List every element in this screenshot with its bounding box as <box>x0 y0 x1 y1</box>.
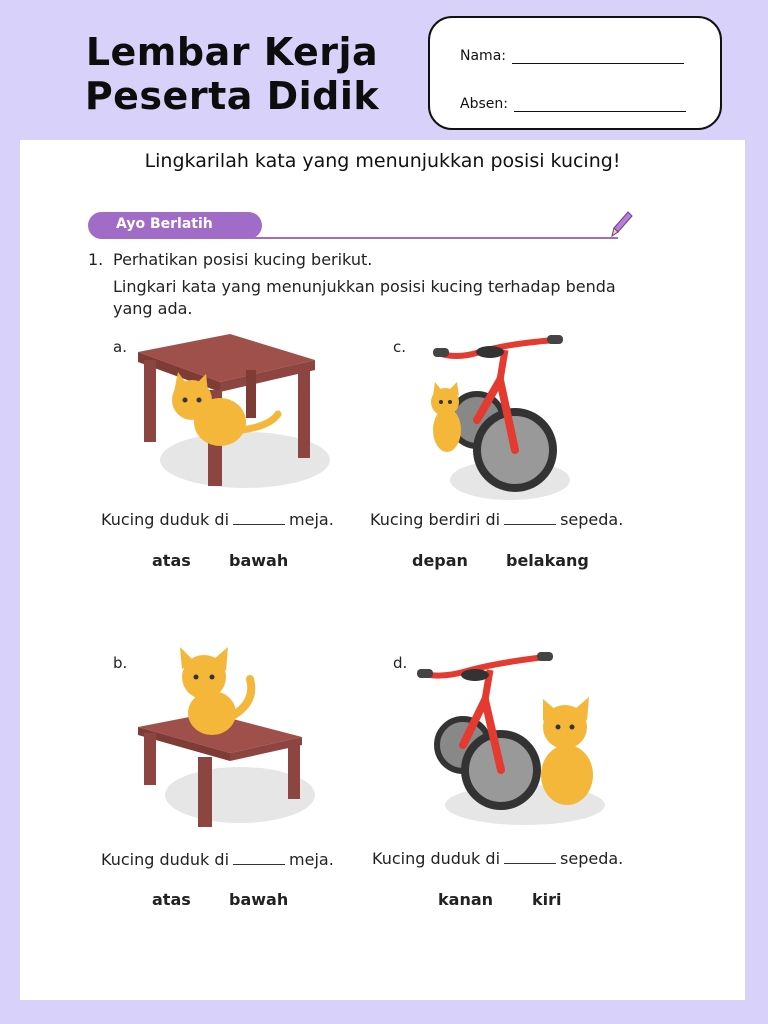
item-d-option-1[interactable]: kanan <box>438 890 494 909</box>
question-line-2: Lingkari kata yang menunjukkan posisi kucing terhadap benda <box>113 277 616 296</box>
pencil-icon <box>610 210 634 240</box>
item-c-before: Kucing berdiri di <box>370 510 501 529</box>
item-d-blank[interactable] <box>504 863 556 864</box>
item-c-option-2[interactable]: belakang <box>506 551 589 570</box>
bike-cat-right-illustration <box>415 645 615 830</box>
section-divider <box>250 237 618 239</box>
question-line-1: Perhatikan posisi kucing berikut. <box>113 250 373 269</box>
item-c-option-1[interactable]: depan <box>412 551 468 570</box>
bike-cat-front-illustration <box>415 330 575 505</box>
item-a-letter: a. <box>113 338 127 356</box>
name-label: Nama: <box>460 48 506 64</box>
item-a-sentence <box>101 510 334 529</box>
worksheet-title <box>62 30 402 118</box>
item-a-option-2[interactable]: bawah <box>229 551 289 570</box>
item-b-blank[interactable] <box>233 864 285 865</box>
item-c-blank[interactable] <box>504 524 556 525</box>
item-b-sentence <box>101 850 334 869</box>
item-a-blank[interactable] <box>233 524 285 525</box>
question-line-3: yang ada. <box>113 299 193 318</box>
item-b-after: meja. <box>289 850 334 869</box>
absen-row <box>460 88 720 112</box>
student-id-box <box>428 16 722 130</box>
item-b-before: Kucing duduk di <box>101 850 230 869</box>
item-a-before: Kucing duduk di <box>101 510 230 529</box>
item-a-after: meja. <box>289 510 334 529</box>
name-row <box>460 40 720 64</box>
absen-field[interactable] <box>514 100 686 112</box>
title-line-2: Peserta Didik <box>84 74 380 118</box>
item-d-after: sepeda. <box>560 849 624 868</box>
absen-label: Absen: <box>460 96 508 112</box>
table-cat-under-illustration <box>130 330 330 500</box>
item-d-sentence <box>372 849 623 868</box>
name-field[interactable] <box>512 52 684 64</box>
item-a-option-1[interactable]: atas <box>152 551 191 570</box>
item-c-letter: c. <box>393 338 407 356</box>
item-d-before: Kucing duduk di <box>372 849 501 868</box>
instruction-text: Lingkarilah kata yang menunjukkan posisi kucing! <box>144 150 621 172</box>
item-b-option-1[interactable]: atas <box>152 890 191 909</box>
item-d-option-2[interactable]: kiri <box>532 890 562 909</box>
worksheet-page <box>20 140 745 1000</box>
item-c-after: sepeda. <box>560 510 624 529</box>
item-b-option-2[interactable]: bawah <box>229 890 289 909</box>
item-c-sentence <box>370 510 623 529</box>
table-cat-on-illustration <box>130 645 320 835</box>
section-label: Ayo Berlatih <box>88 212 262 239</box>
item-b-letter: b. <box>113 654 128 672</box>
item-d-letter: d. <box>393 654 408 672</box>
title-line-1: Lembar Kerja <box>85 30 379 74</box>
question-number: 1. <box>88 250 104 269</box>
